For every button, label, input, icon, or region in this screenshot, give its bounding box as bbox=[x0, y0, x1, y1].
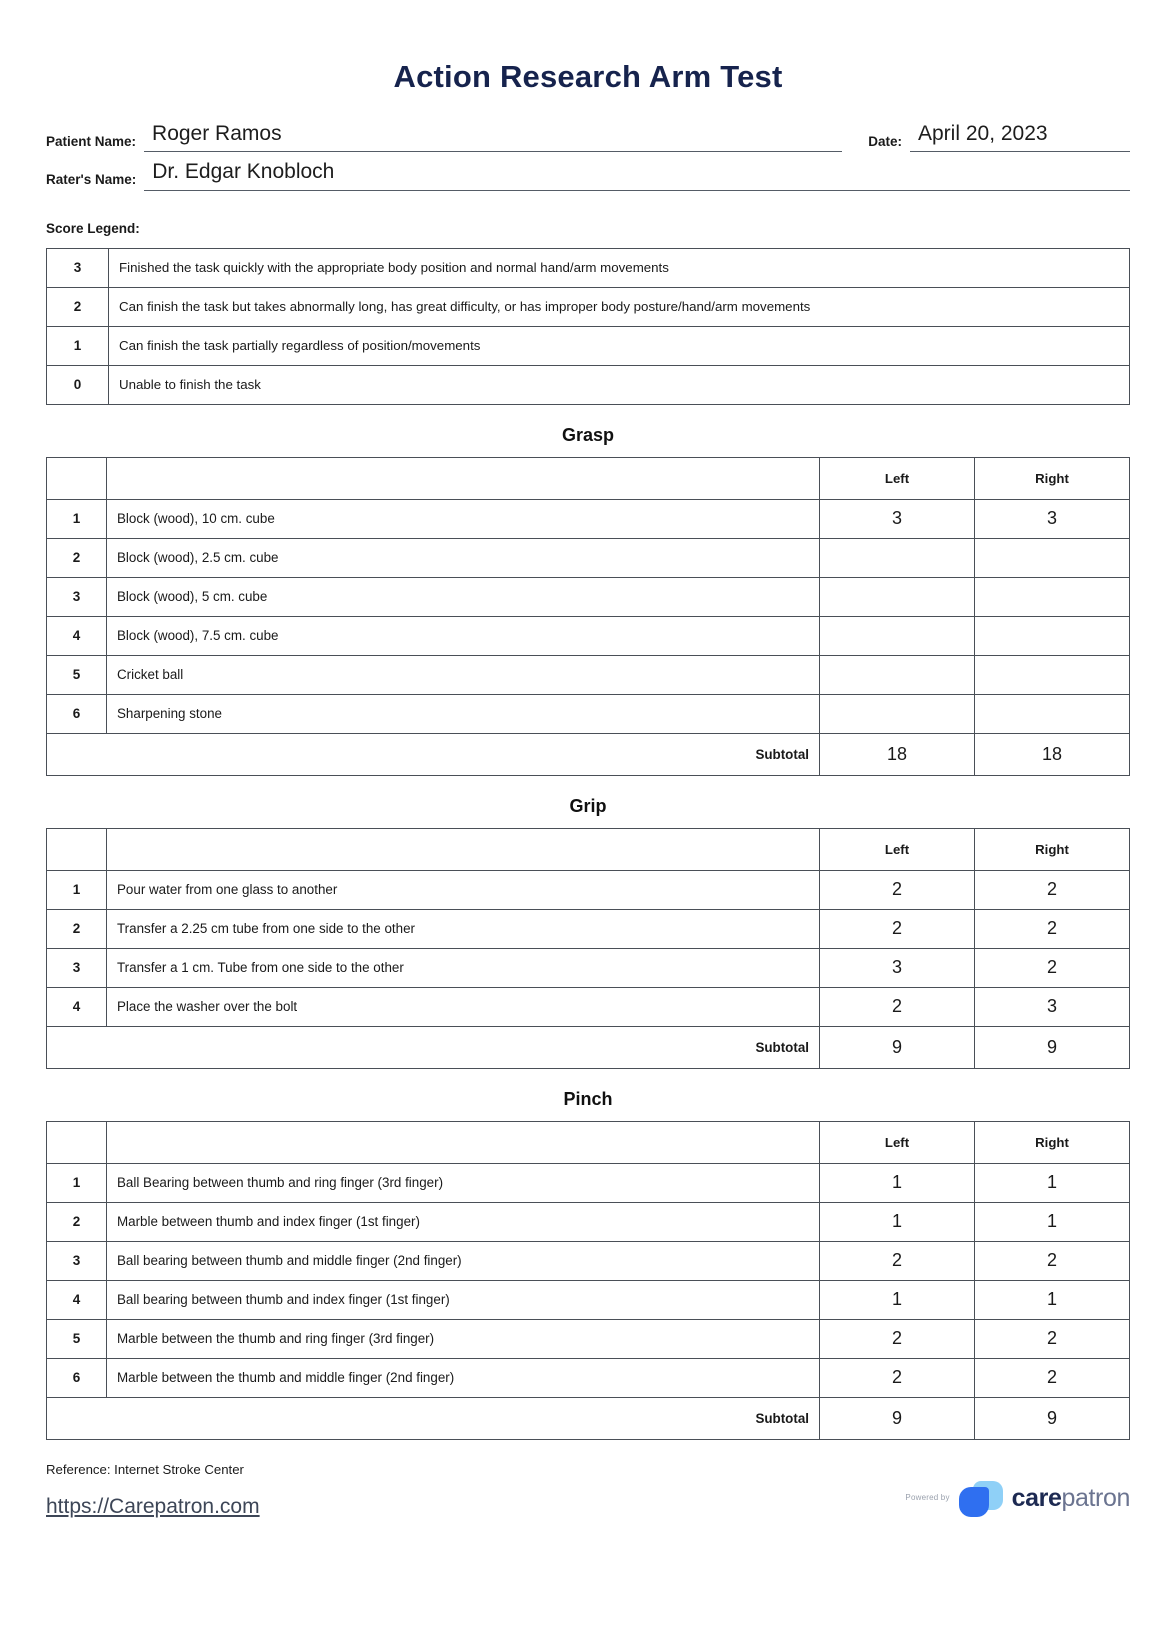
row-number: 1 bbox=[47, 870, 107, 909]
table-row bbox=[47, 987, 1130, 1026]
task-description: Block (wood), 7.5 cm. cube bbox=[107, 616, 820, 655]
table-header-row bbox=[47, 828, 1130, 870]
score-left[interactable]: 2 bbox=[820, 1241, 975, 1280]
section-title-grip: Grip bbox=[569, 795, 607, 816]
column-header-right: Right bbox=[975, 1121, 1130, 1163]
score-right[interactable] bbox=[975, 577, 1130, 616]
table-row bbox=[47, 577, 1130, 616]
table-row bbox=[47, 1358, 1130, 1397]
patient-name-field[interactable]: Roger Ramos bbox=[144, 121, 842, 152]
score-left[interactable]: 3 bbox=[820, 948, 975, 987]
row-number: 4 bbox=[47, 1280, 107, 1319]
carepatron-logo-icon bbox=[959, 1481, 1003, 1517]
row-number: 3 bbox=[47, 948, 107, 987]
table-row bbox=[47, 1280, 1130, 1319]
subtotal-row bbox=[47, 733, 1130, 775]
task-description: Block (wood), 10 cm. cube bbox=[107, 499, 820, 538]
carepatron-url-link[interactable]: https://Carepatron.com bbox=[46, 1494, 260, 1518]
table-row bbox=[47, 1241, 1130, 1280]
score-legend-table bbox=[46, 248, 1130, 405]
blank-header-cell bbox=[47, 457, 107, 499]
score-right[interactable]: 1 bbox=[975, 1163, 1130, 1202]
section-title-grasp: Grasp bbox=[561, 424, 615, 445]
score-legend-heading: Score Legend: bbox=[46, 220, 140, 236]
blank-header-cell bbox=[107, 828, 820, 870]
table-row bbox=[47, 694, 1130, 733]
footer bbox=[46, 1462, 1130, 1519]
score-right[interactable]: 3 bbox=[975, 987, 1130, 1026]
table-row bbox=[47, 538, 1130, 577]
row-number: 2 bbox=[47, 909, 107, 948]
row-number: 6 bbox=[47, 1358, 107, 1397]
column-header-right: Right bbox=[975, 828, 1130, 870]
grasp-table-head bbox=[47, 457, 1130, 499]
reference-text: Reference: Internet Stroke Center bbox=[46, 1461, 244, 1477]
score-right[interactable]: 1 bbox=[975, 1202, 1130, 1241]
score-right[interactable]: 2 bbox=[975, 948, 1130, 987]
column-header-left: Left bbox=[820, 1121, 975, 1163]
column-header-left: Left bbox=[820, 457, 975, 499]
table-row bbox=[47, 948, 1130, 987]
table-row bbox=[47, 287, 1130, 326]
row-number: 4 bbox=[47, 987, 107, 1026]
page-title: Action Research Arm Test bbox=[393, 59, 783, 94]
task-description: Ball bearing between thumb and index finger (1st finger) bbox=[107, 1280, 820, 1319]
score-right[interactable]: 2 bbox=[975, 909, 1130, 948]
legend-score: 0 bbox=[47, 365, 109, 404]
table-row bbox=[47, 909, 1130, 948]
score-left[interactable] bbox=[820, 694, 975, 733]
pinch-table-body bbox=[47, 1163, 1130, 1439]
score-left[interactable] bbox=[820, 577, 975, 616]
score-right[interactable] bbox=[975, 694, 1130, 733]
task-description: Block (wood), 5 cm. cube bbox=[107, 577, 820, 616]
grip-table bbox=[46, 828, 1130, 1069]
grip-table-body bbox=[47, 870, 1130, 1068]
date-label: Date: bbox=[868, 133, 902, 149]
score-legend-body bbox=[47, 248, 1130, 404]
score-right[interactable]: 1 bbox=[975, 1280, 1130, 1319]
score-right[interactable]: 2 bbox=[975, 870, 1130, 909]
row-number: 3 bbox=[47, 1241, 107, 1280]
score-left[interactable]: 2 bbox=[820, 1358, 975, 1397]
subtotal-left: 18 bbox=[820, 733, 975, 775]
legend-description: Unable to finish the task bbox=[109, 365, 1130, 404]
score-right[interactable] bbox=[975, 655, 1130, 694]
score-right[interactable] bbox=[975, 538, 1130, 577]
pinch-table-head bbox=[47, 1121, 1130, 1163]
logo-front-shape bbox=[959, 1487, 989, 1517]
grasp-table bbox=[46, 457, 1130, 776]
rater-name-row bbox=[46, 159, 1130, 190]
subtotal-row bbox=[47, 1026, 1130, 1068]
legend-score: 3 bbox=[47, 248, 109, 287]
row-number: 6 bbox=[47, 694, 107, 733]
pinch-table bbox=[46, 1121, 1130, 1440]
legend-description: Finished the task quickly with the appropriate body position and normal hand/arm movements bbox=[109, 248, 1130, 287]
score-right[interactable]: 2 bbox=[975, 1358, 1130, 1397]
patient-name-label: Patient Name: bbox=[46, 133, 137, 149]
date-field[interactable]: April 20, 2023 bbox=[910, 121, 1130, 152]
task-description: Sharpening stone bbox=[107, 694, 820, 733]
table-row bbox=[47, 1319, 1130, 1358]
table-row bbox=[47, 1163, 1130, 1202]
table-row bbox=[47, 616, 1130, 655]
subtotal-label: Subtotal bbox=[47, 733, 820, 775]
grip-table-head bbox=[47, 828, 1130, 870]
row-number: 4 bbox=[47, 616, 107, 655]
subtotal-label: Subtotal bbox=[47, 1397, 820, 1439]
table-row bbox=[47, 655, 1130, 694]
subtotal-left: 9 bbox=[820, 1026, 975, 1068]
grasp-table-body bbox=[47, 499, 1130, 775]
powered-by-label: Powered by bbox=[905, 1493, 950, 1503]
task-description: Place the washer over the bolt bbox=[107, 987, 820, 1026]
score-right[interactable]: 3 bbox=[975, 499, 1130, 538]
score-right[interactable]: 2 bbox=[975, 1241, 1130, 1280]
row-number: 2 bbox=[47, 1202, 107, 1241]
score-left[interactable]: 2 bbox=[820, 1319, 975, 1358]
row-number: 1 bbox=[47, 1163, 107, 1202]
carepatron-wordmark bbox=[1012, 1486, 1130, 1511]
table-header-row bbox=[47, 457, 1130, 499]
task-description: Ball bearing between thumb and middle finger (2nd finger) bbox=[107, 1241, 820, 1280]
score-left[interactable]: 1 bbox=[820, 1202, 975, 1241]
task-description: Ball Bearing between thumb and ring finger (3rd finger) bbox=[107, 1163, 820, 1202]
carepatron-branding bbox=[905, 1481, 1130, 1517]
score-left[interactable]: 2 bbox=[820, 909, 975, 948]
legend-description: Can finish the task but takes abnormally long, has great difficulty, or has improper body posture/hand/arm movements bbox=[109, 287, 1130, 326]
score-left[interactable]: 2 bbox=[820, 987, 975, 1026]
subtotal-right: 18 bbox=[975, 733, 1130, 775]
table-row bbox=[47, 1202, 1130, 1241]
task-description: Marble between the thumb and middle finger (2nd finger) bbox=[107, 1358, 820, 1397]
table-row bbox=[47, 365, 1130, 404]
blank-header-cell bbox=[107, 1121, 820, 1163]
patient-info-block bbox=[46, 121, 1130, 191]
section-title-pinch: Pinch bbox=[563, 1088, 613, 1109]
subtotal-row bbox=[47, 1397, 1130, 1439]
blank-header-cell bbox=[107, 457, 820, 499]
task-description: Transfer a 2.25 cm tube from one side to the other bbox=[107, 909, 820, 948]
rater-name-label: Rater's Name: bbox=[46, 172, 137, 188]
row-number: 1 bbox=[47, 499, 107, 538]
blank-header-cell bbox=[47, 828, 107, 870]
column-header-right: Right bbox=[975, 457, 1130, 499]
score-left[interactable]: 1 bbox=[820, 1163, 975, 1202]
row-number: 5 bbox=[47, 655, 107, 694]
row-number: 5 bbox=[47, 1319, 107, 1358]
score-right[interactable]: 2 bbox=[975, 1319, 1130, 1358]
subtotal-left: 9 bbox=[820, 1397, 975, 1439]
legend-description: Can finish the task partially regardless of position/movements bbox=[109, 326, 1130, 365]
row-number: 2 bbox=[47, 538, 107, 577]
score-right[interactable] bbox=[975, 616, 1130, 655]
score-left[interactable] bbox=[820, 616, 975, 655]
subtotal-right: 9 bbox=[975, 1397, 1130, 1439]
task-description: Block (wood), 2.5 cm. cube bbox=[107, 538, 820, 577]
wordmark-care: care bbox=[1011, 1484, 1062, 1513]
patient-name-row bbox=[46, 121, 1130, 152]
task-description: Pour water from one glass to another bbox=[107, 870, 820, 909]
rater-name-field[interactable]: Dr. Edgar Knobloch bbox=[144, 159, 1130, 190]
blank-header-cell bbox=[47, 1121, 107, 1163]
subtotal-right: 9 bbox=[975, 1026, 1130, 1068]
score-left[interactable]: 2 bbox=[820, 870, 975, 909]
table-row bbox=[47, 248, 1130, 287]
column-header-left: Left bbox=[820, 828, 975, 870]
task-description: Cricket ball bbox=[107, 655, 820, 694]
task-description: Marble between thumb and index finger (1st finger) bbox=[107, 1202, 820, 1241]
task-description: Marble between the thumb and ring finger (3rd finger) bbox=[107, 1319, 820, 1358]
table-row bbox=[47, 870, 1130, 909]
score-left[interactable]: 3 bbox=[820, 499, 975, 538]
score-left[interactable]: 1 bbox=[820, 1280, 975, 1319]
legend-score: 2 bbox=[47, 287, 109, 326]
legend-score: 1 bbox=[47, 326, 109, 365]
row-number: 3 bbox=[47, 577, 107, 616]
subtotal-label: Subtotal bbox=[47, 1026, 820, 1068]
table-row bbox=[47, 326, 1130, 365]
task-description: Transfer a 1 cm. Tube from one side to the other bbox=[107, 948, 820, 987]
table-header-row bbox=[47, 1121, 1130, 1163]
score-left[interactable] bbox=[820, 538, 975, 577]
table-row bbox=[47, 499, 1130, 538]
score-left[interactable] bbox=[820, 655, 975, 694]
wordmark-patron: patron bbox=[1061, 1484, 1130, 1513]
